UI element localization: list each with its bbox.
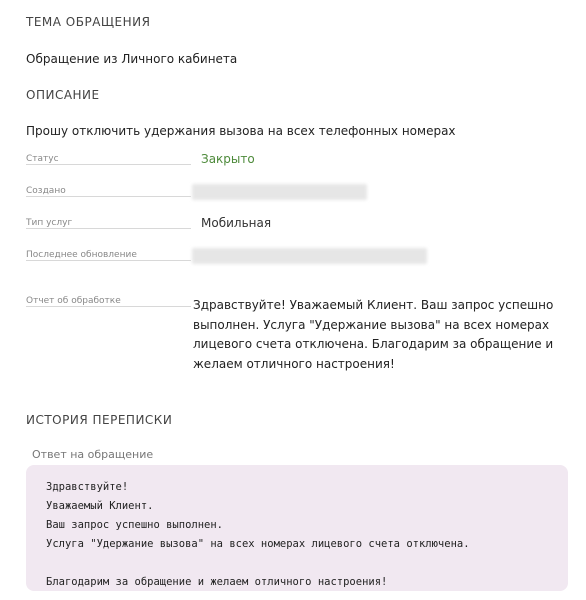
- created-row: [26, 186, 566, 204]
- status-row: [26, 154, 566, 172]
- description-value: Прошу отключить удержания вызова на всех телефонных номерах: [26, 124, 456, 138]
- last-update-label: Последнее обновление: [26, 250, 141, 260]
- status-leader-line: [26, 164, 191, 165]
- last-update-value-redacted: [192, 248, 427, 264]
- service-type-leader-line: [26, 228, 191, 229]
- created-value-redacted: [192, 184, 367, 200]
- topic-section-title: ТЕМА ОБРАЩЕНИЯ: [26, 15, 151, 29]
- message-line: Благодарим за обращение и желаем отличного настроения!: [46, 576, 388, 588]
- description-section-title: ОПИСАНИЕ: [26, 88, 100, 102]
- topic-value: Обращение из Личного кабинета: [26, 52, 238, 66]
- status-label: Статус: [26, 154, 63, 164]
- created-leader-line: [26, 196, 191, 197]
- history-section-title: ИСТОРИЯ ПЕРЕПИСКИ: [26, 413, 173, 427]
- service-type-value: Мобильная: [197, 216, 271, 230]
- service-type-label: Тип услуг: [26, 218, 76, 228]
- report-leader-line: [26, 306, 191, 307]
- reply-message: [26, 465, 568, 591]
- message-line: Здравствуйте!: [46, 481, 129, 493]
- reply-label: Ответ на обращение: [32, 448, 154, 461]
- last-update-leader-line: [26, 260, 191, 261]
- message-line: Ваш запрос успешно выполнен.: [46, 519, 224, 531]
- message-line: [46, 554, 550, 573]
- service-type-row: [26, 218, 566, 236]
- report-value: Здравствуйте! Уважаемый Клиент. Ваш запрос успешно выполнен. Услуга "Удержание вызова" на всех номерах лицевого счета отключена. Благодарим за обращение и желаем отличного настроения!: [193, 298, 554, 371]
- message-line: Услуга "Удержание вызова" на всех номерах лицевого счета отключена.: [46, 538, 470, 550]
- created-label: Создано: [26, 186, 70, 196]
- message-line: Уважаемый Клиент.: [46, 500, 154, 512]
- status-value: Закрыто: [197, 152, 255, 166]
- report-label: Отчет об обработке: [26, 296, 125, 306]
- last-update-row: [26, 250, 566, 268]
